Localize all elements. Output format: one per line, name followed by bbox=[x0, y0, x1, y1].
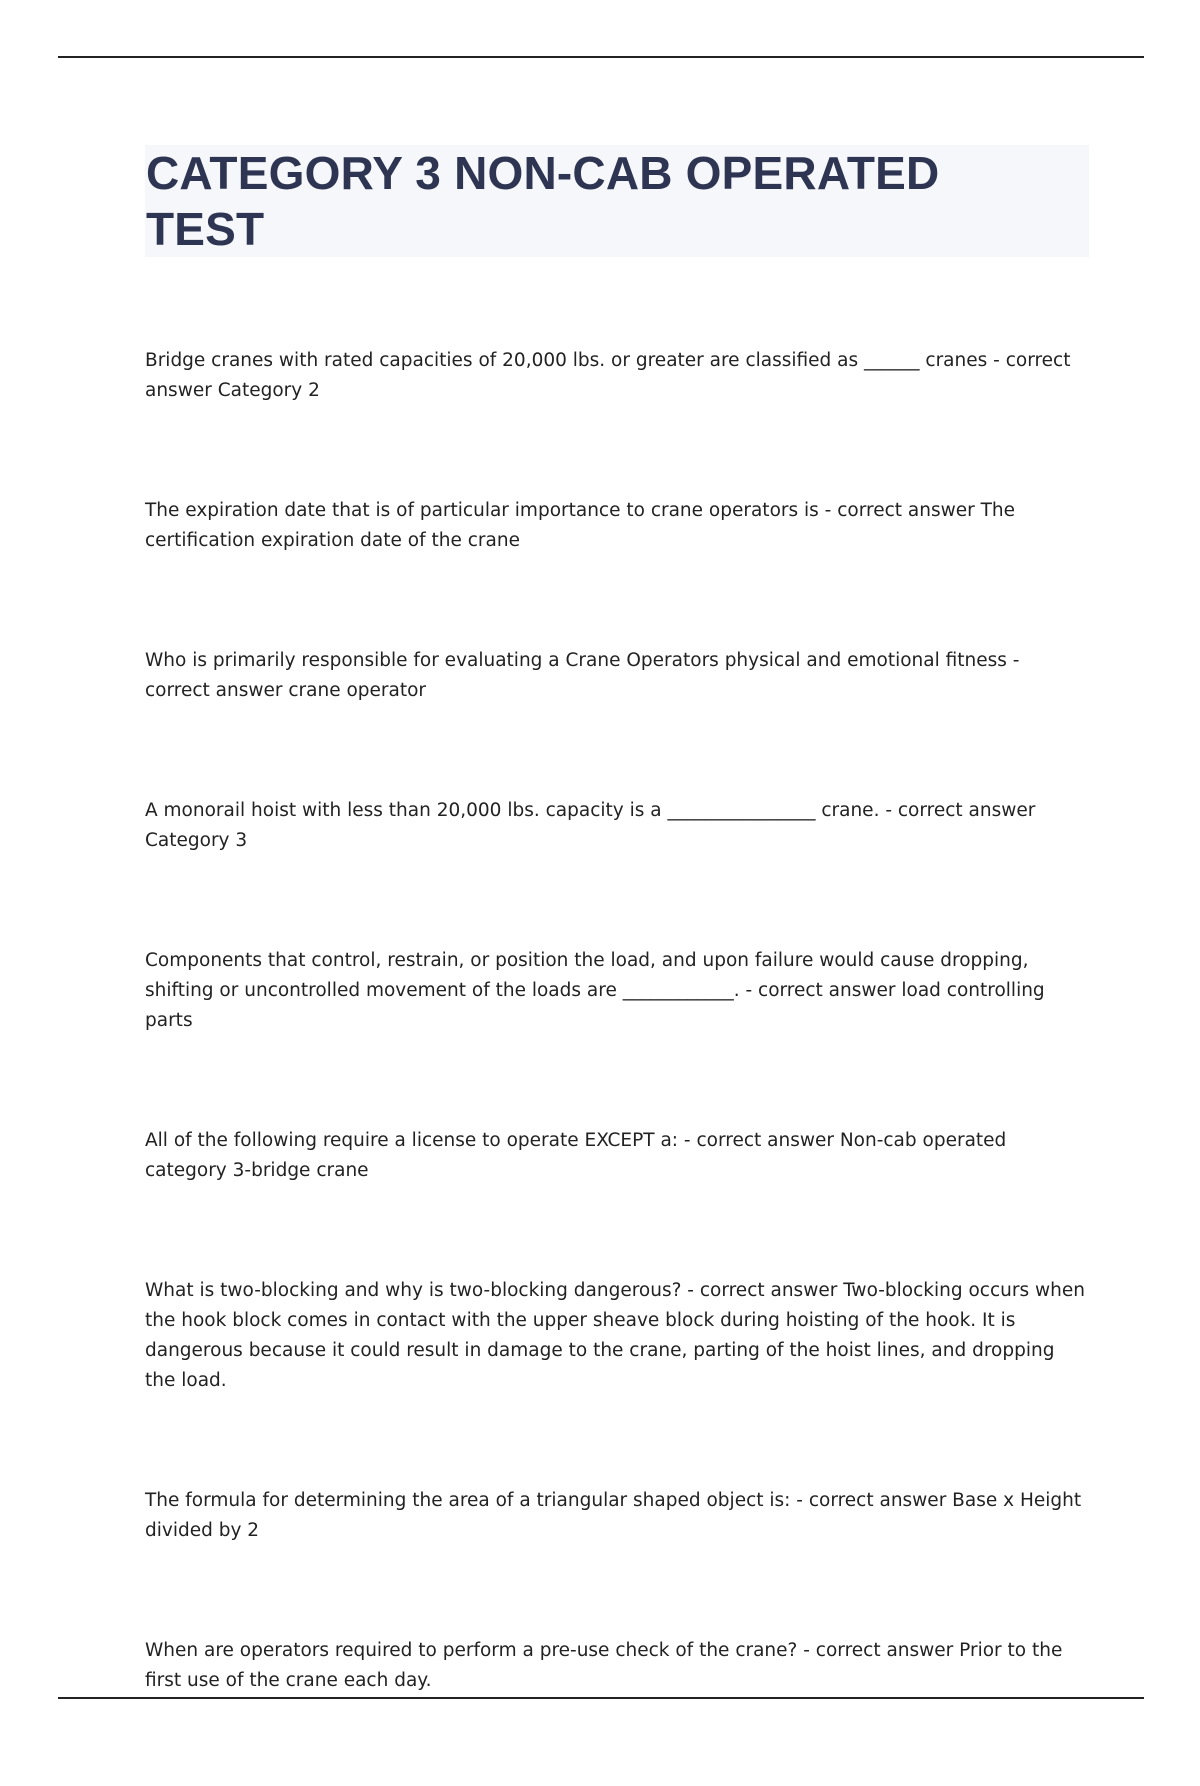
question-item: When are operators required to perform a pre-use check of the crane? - correct answer Prior to the first use of the crane each day. bbox=[145, 1640, 1063, 1691]
question-list bbox=[145, 346, 1090, 1786]
question-item: A monorail hoist with less than 20,000 lbs. capacity is a ________________ crane. - correct answer Category 3 bbox=[145, 800, 1036, 851]
question-item: All of the following require a license to operate EXCEPT a: - correct answer Non-cab operated category 3-bridge crane bbox=[145, 1130, 1007, 1181]
footer-rule bbox=[58, 1697, 1144, 1699]
question-item: Bridge cranes with rated capacities of 20,000 lbs. or greater are classified as ______ cranes - correct answer Category 2 bbox=[145, 350, 1071, 401]
question-item: The expiration date that is of particular importance to crane operators is - correct answer The certification expiration date of the crane bbox=[145, 500, 1015, 551]
question-item: The formula for determining the area of a triangular shaped object is: - correct answer Base x Height divided by 2 bbox=[145, 1490, 1082, 1541]
document-title: CATEGORY 3 NON-CAB OPERATED TEST bbox=[146, 147, 940, 255]
question-item: What is two-blocking and why is two-blocking dangerous? - correct answer Two-blocking occurs when the hook block comes in contact with the upper sheave block during hoisting of the hook. It is dangerous because it could result in damage to the crane, parting of the hoist lines, and dropping the load. bbox=[145, 1280, 1085, 1391]
question-item: Components that control, restrain, or position the load, and upon failure would cause dropping, shifting or uncontrolled movement of the loads are ____________. - correct answer load controlling parts bbox=[145, 950, 1045, 1031]
question-item: Who is primarily responsible for evaluating a Crane Operators physical and emotional fitness - correct answer crane operator bbox=[145, 650, 1020, 701]
header-rule bbox=[58, 56, 1144, 58]
